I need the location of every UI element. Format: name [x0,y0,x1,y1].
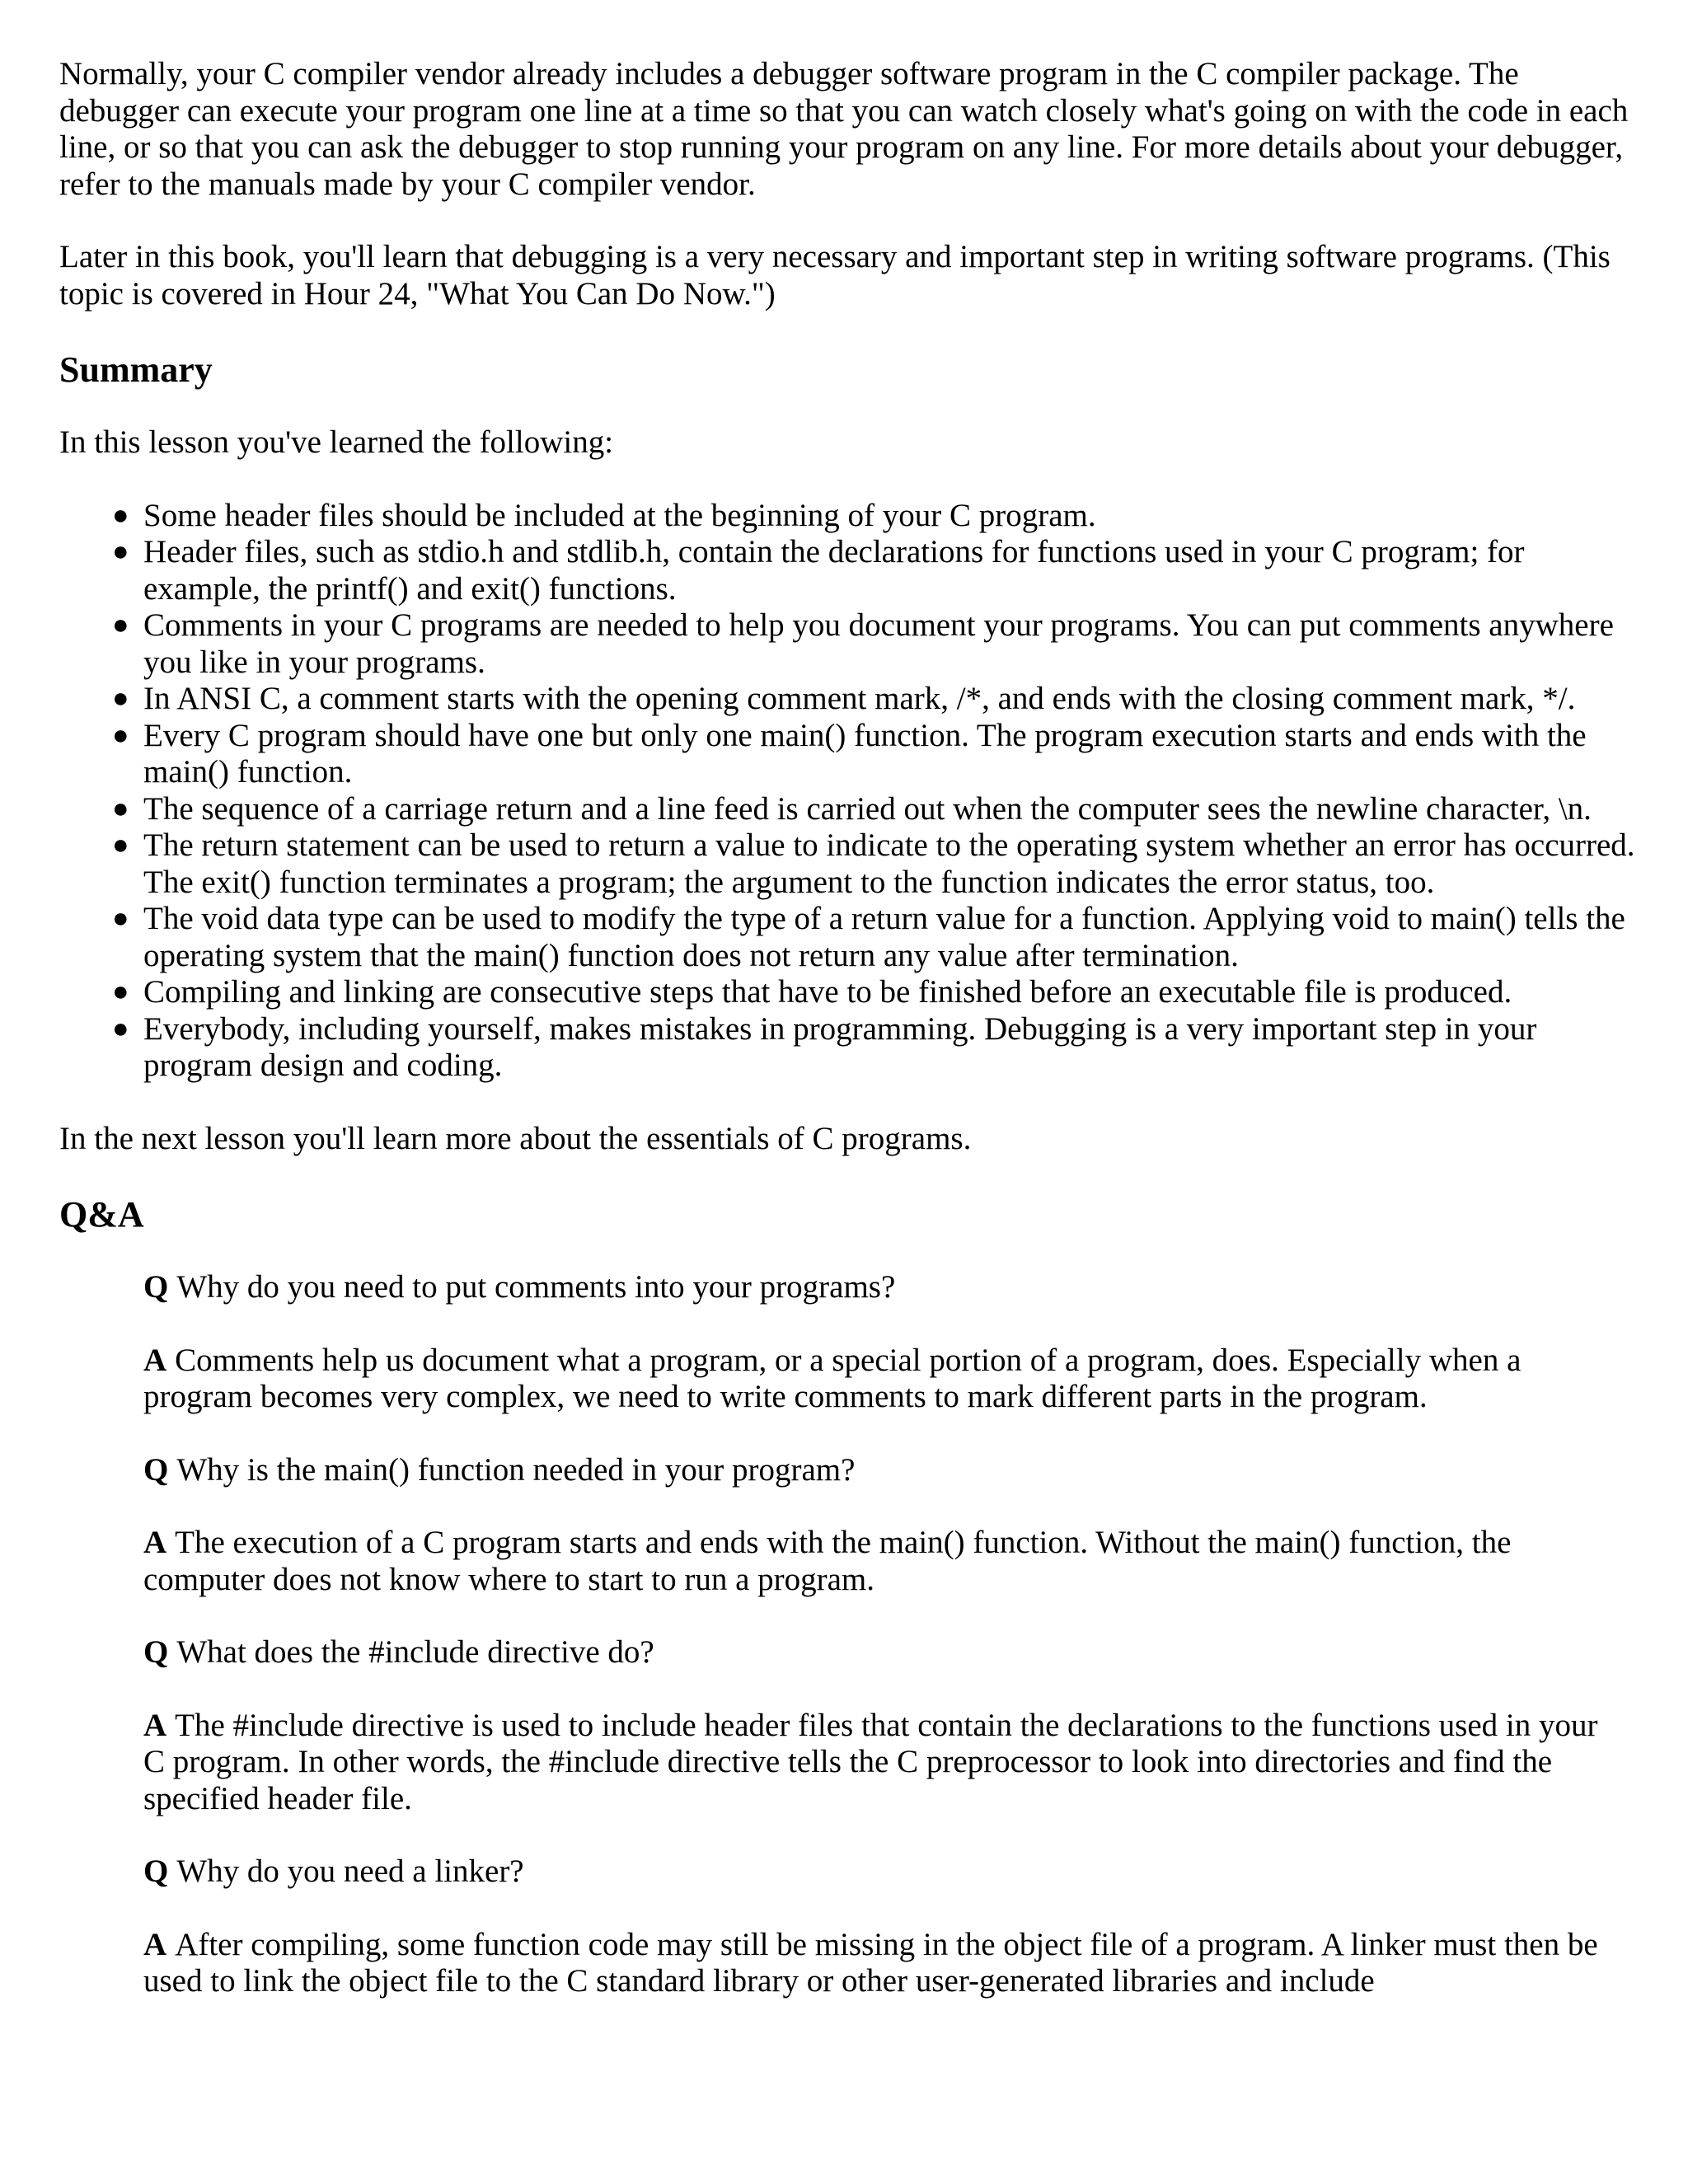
answer-marker: A [143,1926,167,1962]
qa-question [143,1634,1627,1671]
summary-list-item [112,497,1642,535]
bullet-icon: ● [112,1013,129,1044]
summary-item-text: The void data type can be used to modify the type of a return value for a function. Applying void to main() tells the operating system that the main() function does not return any value after termination. [143,901,1625,973]
question-marker: Q [143,1634,169,1670]
bullet-icon: ● [112,793,129,824]
summary-item-text: Every C program should have one but only one main() function. The program execution starts and ends with the main() function. [143,717,1587,790]
summary-list-item [112,717,1642,791]
summary-item-text: Header files, such as stdio.h and stdlib.h, contain the declarations for functions used in your C program; for example, the printf() and exit() functions. [143,534,1525,607]
summary-item-text: Comments in your C programs are needed to help you document your programs. You can put comments anywhere you like in your programs. [143,607,1614,680]
bullet-icon: ● [112,903,129,934]
summary-closing: In the next lesson you'll learn more about the essentials of C programs. [59,1120,972,1156]
document-page [59,56,1642,2036]
question-text: Why do you need a linker? [176,1854,524,1889]
summary-list-item [112,1010,1642,1085]
summary-item-text: Some header files should be included at the beginning of your C program. [143,497,1096,533]
qa-answer [143,1525,1627,1598]
answer-marker: A [143,1342,167,1378]
bullet-icon: ● [112,977,129,1007]
summary-item-text: Everybody, including yourself, makes mistakes in programming. Debugging is a very important step in your program design and coding. [143,1010,1537,1083]
summary-list-item [112,534,1642,607]
summary-list-item [112,607,1642,681]
qa-question [143,1269,1627,1306]
answer-text: The execution of a C program starts and ends with the main() function. Without the main() function, the computer does not know where to start to run a program. [143,1525,1512,1597]
summary-lead: In this lesson you've learned the following: [59,424,614,460]
summary-item-text: The sequence of a carriage return and a line feed is carried out when the computer sees the newline character, \n. [143,790,1592,827]
bullet-icon: ● [112,683,129,714]
summary-item-text: The return statement can be used to return a value to indicate to the operating system whether an error has occurred. The exit() function terminates a program; the argument to the function indicates the error status, too. [143,827,1635,900]
qa-answer [143,1927,1627,2000]
intro-paragraph-debugging-importance: Later in this book, you'll learn that debugging is a very necessary and important step in writing software programs. (This topic is covered in Hour 24, "What You Can Do Now.") [59,239,1611,312]
summary-list-item [112,827,1642,901]
summary-list-item [112,790,1642,828]
bullet-icon: ● [112,719,129,751]
qa-list [143,1269,1627,2000]
summary-item-text: Compiling and linking are consecutive steps that have to be finished before an executable file is produced. [143,974,1512,1010]
qa-question [143,1452,1627,1489]
summary-list-item [112,974,1642,1011]
summary-heading: Summary [59,349,213,390]
summary-list-item [112,901,1642,974]
summary-list-item [112,681,1642,718]
qa-answer [143,1708,1627,1818]
answer-text: The #include directive is used to include header files that contain the declarations to the functions used in your C program. In other words, the #include directive tells the C preprocessor to look into directories and find the specified header file. [143,1707,1598,1816]
question-text: What does the #include directive do? [176,1634,654,1670]
answer-text: After compiling, some function code may still be missing in the object file of a program. A linker must then be used to link the object file to the C standard library or other user-generated libraries and include [143,1926,1598,1999]
question-marker: Q [143,1451,169,1488]
answer-marker: A [143,1707,167,1743]
question-marker: Q [143,1269,169,1305]
bullet-icon: ● [112,610,129,640]
qa-question [143,1854,1627,1891]
intro-paragraph-debugger: Normally, your C compiler vendor already includes a debugger software program in the C compiler package. The debugger can execute your program one line at a time so that you can watch closely what's going on with the code in each line, or so that you can ask the debugger to stop running your program on any line. For more details about your debugger, refer to the manuals made by your C compiler vendor. [59,56,1629,202]
bullet-icon: ● [112,499,129,531]
answer-text: Comments help us document what a program, or a special portion of a program, does. Especially when a program becomes very complex, we need to write comments to mark different parts in the program. [143,1342,1522,1414]
qa-heading: Q&A [59,1194,144,1235]
summary-list [59,498,1642,1085]
question-text: Why is the main() function needed in your program? [176,1451,856,1488]
answer-marker: A [143,1525,167,1560]
bullet-icon: ● [112,537,129,567]
bullet-icon: ● [112,830,129,860]
summary-item-text: In ANSI C, a comment starts with the opening comment mark, /*, and ends with the closing comment mark, */. [143,681,1576,716]
question-marker: Q [143,1854,169,1889]
qa-answer [143,1343,1627,1416]
question-text: Why do you need to put comments into your programs? [176,1269,896,1305]
